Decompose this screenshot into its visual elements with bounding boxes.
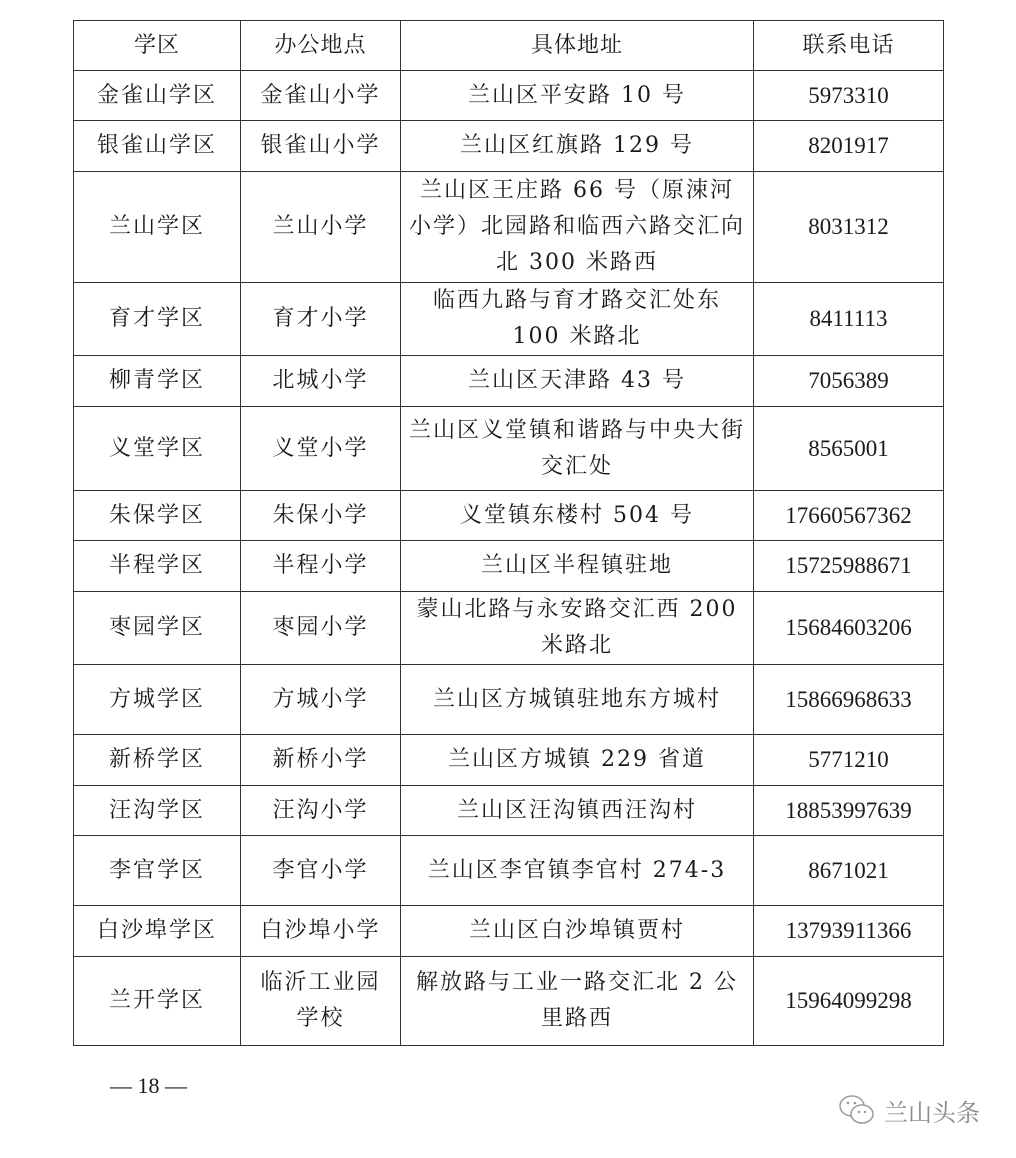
- phone-cell: 5973310: [754, 71, 944, 121]
- table-row: [74, 541, 944, 592]
- address-cell: 兰山区汪沟镇西汪沟村: [401, 786, 754, 836]
- watermark-text: 兰山头条: [884, 1099, 980, 1127]
- district-cell: 新桥学区: [74, 735, 241, 786]
- district-cell: 兰山学区: [74, 172, 241, 283]
- address-cell: 临西九路与育才路交汇处东 100 米路北: [401, 283, 754, 356]
- address-cell: 兰山区天津路 43 号: [401, 356, 754, 407]
- address-cell: 义堂镇东楼村 504 号: [401, 491, 754, 541]
- address-cell: 兰山区红旗路 129 号: [401, 121, 754, 172]
- district-cell: 汪沟学区: [74, 786, 241, 836]
- table-row: [74, 786, 944, 836]
- address-cell: 解放路与工业一路交汇北 2 公里路西: [401, 957, 754, 1046]
- district-cell: 银雀山学区: [74, 121, 241, 172]
- address-cell: 兰山区方城镇驻地东方城村: [401, 665, 754, 735]
- phone-cell: 8201917: [754, 121, 944, 172]
- header-district: 学区: [74, 21, 241, 71]
- phone-cell: 15964099298: [754, 957, 944, 1046]
- office-cell: 半程小学: [241, 541, 401, 592]
- office-cell: 银雀山小学: [241, 121, 401, 172]
- office-cell: 育才小学: [241, 283, 401, 356]
- office-cell: 新桥小学: [241, 735, 401, 786]
- watermark: [838, 1093, 980, 1128]
- table-row: [74, 957, 944, 1046]
- phone-cell: 15866968633: [754, 665, 944, 735]
- district-cell: 金雀山学区: [74, 71, 241, 121]
- table-row: [74, 491, 944, 541]
- phone-cell: 5771210: [754, 735, 944, 786]
- address-cell: 兰山区方城镇 229 省道: [401, 735, 754, 786]
- address-cell: 蒙山北路与永安路交汇西 200 米路北: [401, 592, 754, 665]
- header-address: 具体地址: [401, 21, 754, 71]
- header-phone: 联系电话: [754, 21, 944, 71]
- district-cell: 半程学区: [74, 541, 241, 592]
- district-cell: 朱保学区: [74, 491, 241, 541]
- office-cell: 北城小学: [241, 356, 401, 407]
- phone-cell: 8411113: [754, 283, 944, 356]
- phone-cell: 7056389: [754, 356, 944, 407]
- address-cell: 兰山区王庄路 66 号（原涑河小学）北园路和临西六路交汇向北 300 米路西: [401, 172, 754, 283]
- office-cell: 兰山小学: [241, 172, 401, 283]
- phone-cell: 15725988671: [754, 541, 944, 592]
- district-cell: 白沙埠学区: [74, 906, 241, 957]
- office-cell: 临沂工业园学校: [241, 957, 401, 1046]
- office-cell: 朱保小学: [241, 491, 401, 541]
- office-cell: 白沙埠小学: [241, 906, 401, 957]
- address-cell: 兰山区李官镇李官村 274-3: [401, 836, 754, 906]
- table-row: [74, 735, 944, 786]
- school-district-table: [73, 20, 944, 1046]
- office-cell: 义堂小学: [241, 407, 401, 491]
- table-row: [74, 836, 944, 906]
- wechat-icon: [838, 1094, 878, 1128]
- phone-cell: 17660567362: [754, 491, 944, 541]
- district-cell: 育才学区: [74, 283, 241, 356]
- table-row: [74, 172, 944, 283]
- address-cell: 兰山区平安路 10 号: [401, 71, 754, 121]
- district-cell: 李官学区: [74, 836, 241, 906]
- phone-cell: 8031312: [754, 172, 944, 283]
- phone-cell: 8565001: [754, 407, 944, 491]
- address-cell: 兰山区半程镇驻地: [401, 541, 754, 592]
- office-cell: 汪沟小学: [241, 786, 401, 836]
- office-cell: 李官小学: [241, 836, 401, 906]
- address-cell: 兰山区白沙埠镇贾村: [401, 906, 754, 957]
- table-row: [74, 71, 944, 121]
- office-cell: 方城小学: [241, 665, 401, 735]
- page-number: — 18 —: [110, 1073, 187, 1098]
- office-cell: 金雀山小学: [241, 71, 401, 121]
- table-row: [74, 283, 944, 356]
- district-cell: 枣园学区: [74, 592, 241, 665]
- table-row: [74, 592, 944, 665]
- table-header-row: [74, 21, 944, 71]
- district-cell: 方城学区: [74, 665, 241, 735]
- phone-cell: 13793911366: [754, 906, 944, 957]
- phone-cell: 15684603206: [754, 592, 944, 665]
- district-cell: 兰开学区: [74, 957, 241, 1046]
- table-row: [74, 665, 944, 735]
- address-cell: 兰山区义堂镇和谐路与中央大街交汇处: [401, 407, 754, 491]
- table-row: [74, 356, 944, 407]
- phone-cell: 18853997639: [754, 786, 944, 836]
- office-cell: 枣园小学: [241, 592, 401, 665]
- phone-cell: 8671021: [754, 836, 944, 906]
- table-row: [74, 407, 944, 491]
- district-cell: 柳青学区: [74, 356, 241, 407]
- district-cell: 义堂学区: [74, 407, 241, 491]
- table-row: [74, 121, 944, 172]
- table-row: [74, 906, 944, 957]
- header-office: 办公地点: [241, 21, 401, 71]
